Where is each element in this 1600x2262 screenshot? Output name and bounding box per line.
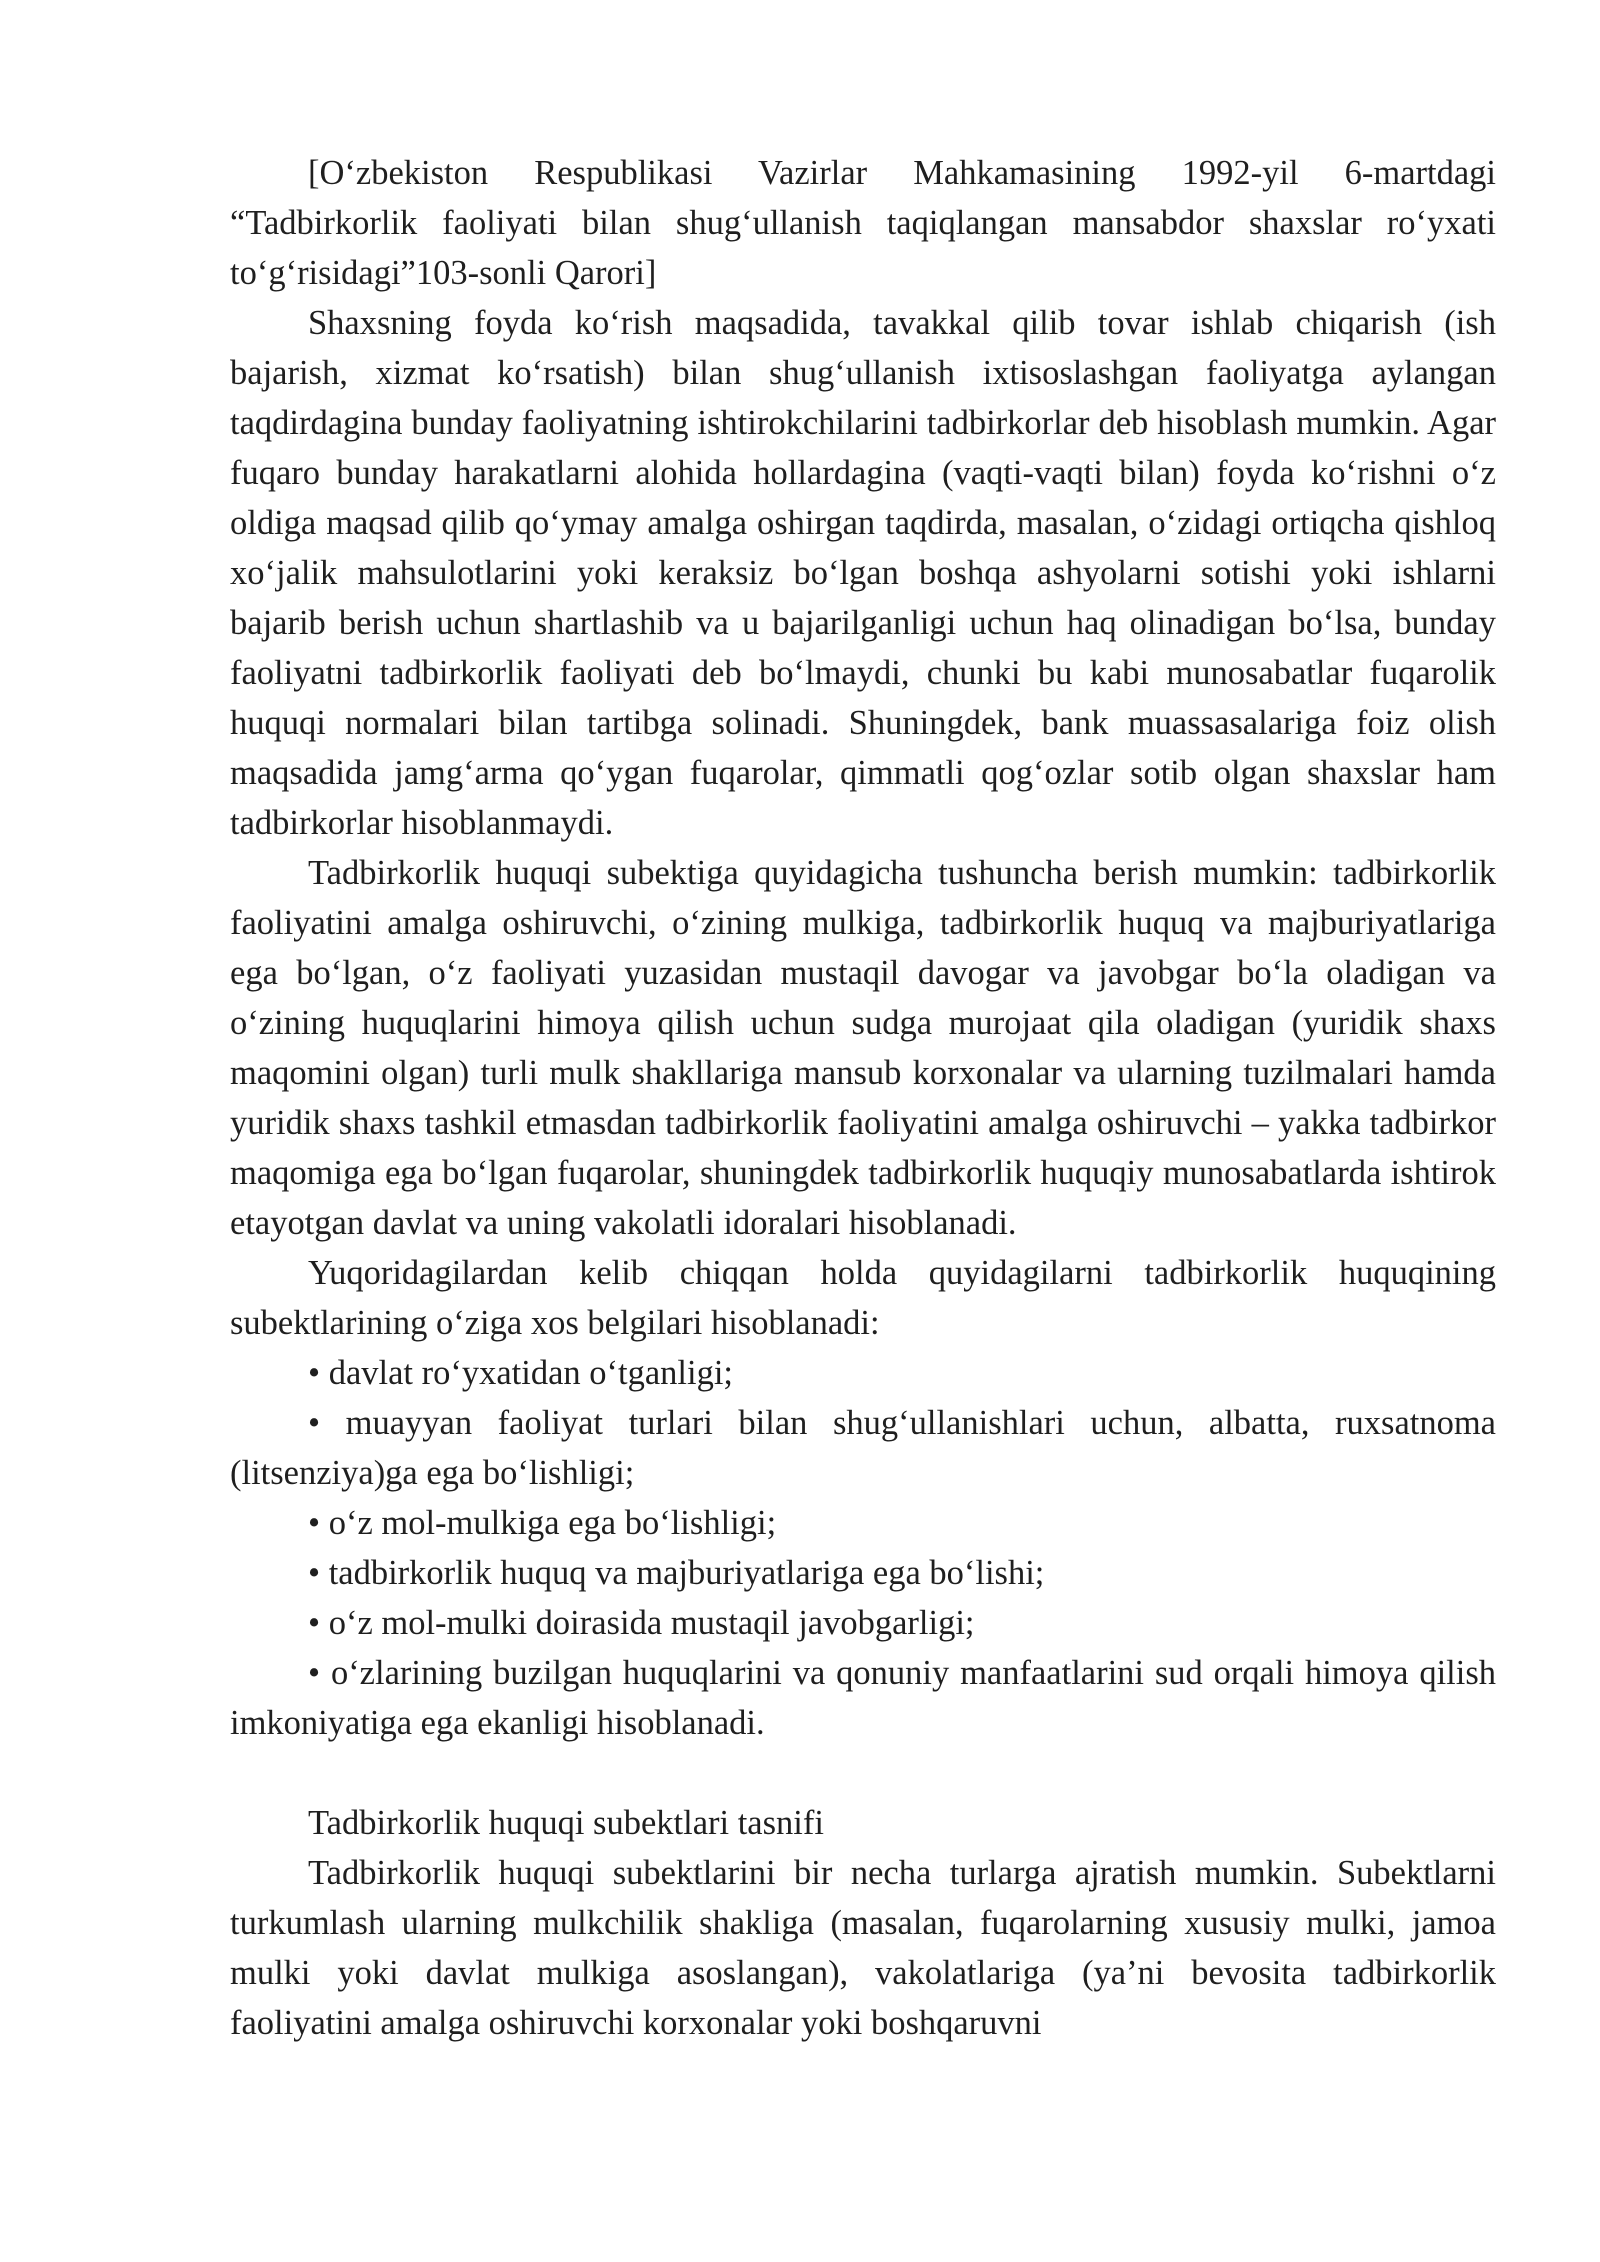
section-heading: Tadbirkorlik huquqi subektlari tasnifi (308, 1804, 824, 1842)
paragraph-decree-reference: [O‘zbekiston Respublikasi Vazirlar Mahkamasining 1992-yil 6-martdagi “Tadbirkorlik faoliyati bilan shug‘ullanish taqiqlangan mansabdor shaxslar ro‘yxati to‘g‘risidagi”103-sonli Qarori] (230, 154, 1496, 292)
document-page (230, 148, 1496, 2048)
paragraph-entrepreneur-definition: Shaxsning foyda ko‘rish maqsadida, tavakkal qilib tovar ishlab chiqarish (ish bajarish, xizmat ko‘rsatish) bilan shug‘ullanish ixtisoslashgan faoliyatga aylangan taqdirdagina bunday faoliyatning ishtirokchilarini tadbirkorlar deb hisoblash mumkin. Agar fuqaro bunday harakatlarni alohida hollardagina (vaqti-vaqti bilan) foyda ko‘rishni o‘z oldiga maqsad qilib qo‘ymay amalga oshirgan taqdirda, masalan, o‘zidagi ortiqcha qishloq xo‘jalik mahsulotlarini yoki keraksiz bo‘lgan boshqa ashyolarni sotishi yoki ishlarni bajarib berish uchun shartlashib va u bajarilganligi uchun haq olinadigan bo‘lsa, bunday faoliyatni tadbirkorlik faoliyati deb bo‘lmaydi, chunki bu kabi munosabatlar fuqarolik huquqi normalari bilan tartibga solinadi. Shuningdek, bank muassasalariga foiz olish maqsadida jamg‘arma qo‘ygan fuqarolar, qimmatli qog‘ozlar sotib olgan shaxslar ham tadbirkorlar hisoblanmaydi. (230, 304, 1496, 842)
paragraph-classification: Tadbirkorlik huquqi subektlarini bir necha turlarga ajratish mumkin. Subektlarni turkumlash ularning mulkchilik shakliga (masalan, fuqarolarning xususiy mulki, jamoa mulki yoki davlat mulkiga asoslangan), vakolatlariga (ya’ni bevosita tadbirkorlik faoliyatini amalga oshiruvchi korxonalar yoki boshqaruvni (230, 1854, 1496, 2042)
bullet-item: • o‘z mol-mulkiga ega bo‘lishligi; (308, 1504, 777, 1542)
bullet-item: • o‘zlarining buzilgan huquqlarini va qonuniy manfaatlarini sud orqali himoya qilish imkoniyatiga ega ekanligi hisoblanadi. (230, 1654, 1496, 1742)
blank-line (230, 1748, 1496, 1798)
bullet-item: • o‘z mol-mulki doirasida mustaqil javobgarligi; (308, 1604, 975, 1642)
paragraph-subject-concept: Tadbirkorlik huquqi subektiga quyidagicha tushuncha berish mumkin: tadbirkorlik faoliyatini amalga oshiruvchi, o‘zining mulkiga, tadbirkorlik huquq va majburiyatlariga ega bo‘lgan, o‘z faoliyati yuzasidan mustaqil davogar va javobgar bo‘la oladigan va o‘zining huquqlarini himoya qilish uchun sudga murojaat qila oladigan (yuridik shaxs maqomini olgan) turli mulk shakllariga mansub korxonalar va ularning tuzilmalari hamda yuridik shaxs tashkil etmasdan tadbirkorlik faoliyatini amalga oshiruvchi – yakka tadbirkor maqomiga ega bo‘lgan fuqarolar, shuningdek tadbirkorlik huquqiy munosabatlarda ishtirok etayotgan davlat va uning vakolatli idoralari hisoblanadi. (230, 854, 1496, 1242)
bullet-item: • muayyan faoliyat turlari bilan shug‘ullanishlari uchun, albatta, ruxsatnoma (litsenziya)ga ega bo‘lishligi; (230, 1404, 1496, 1492)
bullet-item: • davlat ro‘yxatidan o‘tganligi; (308, 1354, 734, 1392)
paragraph-features-intro: Yuqoridagilardan kelib chiqqan holda quyidagilarni tadbirkorlik huquqining subektlarining o‘ziga xos belgilari hisoblanadi: (230, 1254, 1496, 1342)
bullet-item: • tadbirkorlik huquq va majburiyatlariga ega bo‘lishi; (308, 1554, 1045, 1592)
